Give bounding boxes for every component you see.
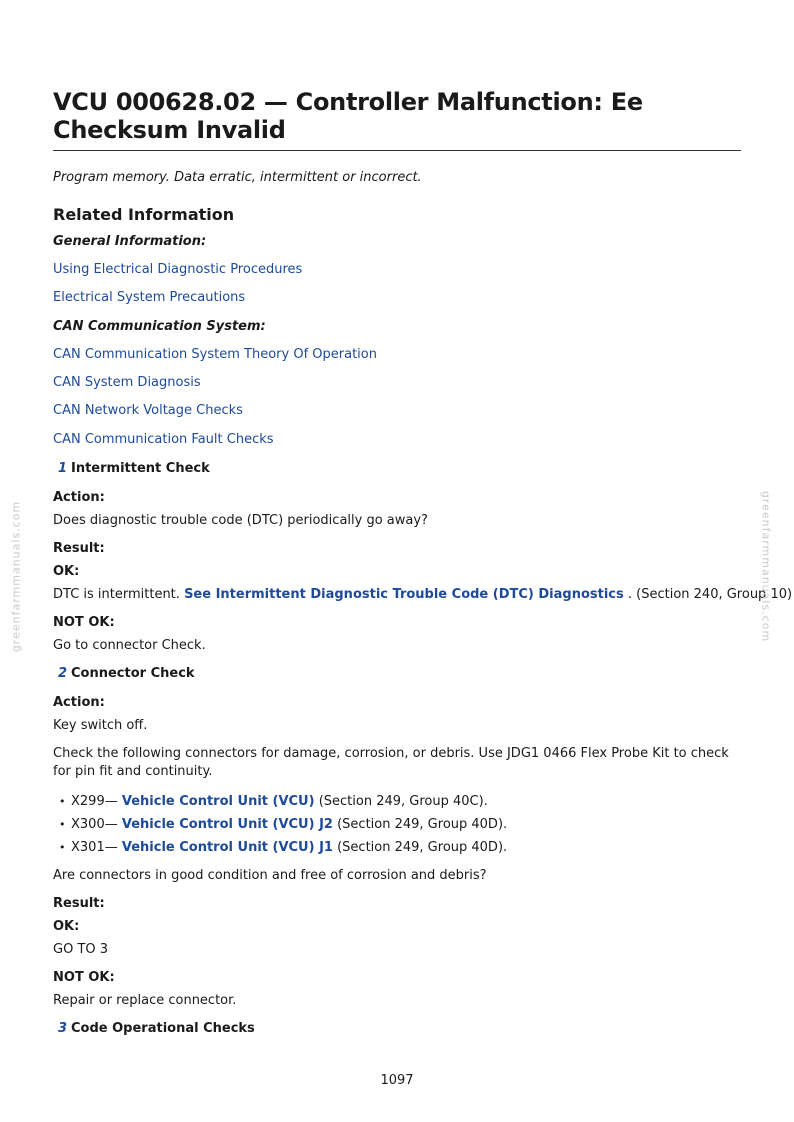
step-2-question: Are connectors in good condition and free of corrosion and debris? (53, 868, 487, 883)
general-info-label: General Information: (53, 234, 207, 249)
bullet-icon: • (59, 795, 66, 808)
link-can-communication-fault-checks[interactable]: CAN Communication Fault Checks (53, 432, 274, 447)
step-2-ok-text: GO TO 3 (53, 942, 109, 957)
step-1-result-label: Result: (53, 541, 105, 556)
step-number: 2 (57, 666, 67, 681)
link-can-network-voltage-checks[interactable]: CAN Network Voltage Checks (53, 403, 243, 418)
connector-id: X300— (71, 817, 122, 832)
related-info-heading: Related Information (53, 205, 235, 224)
link-intermittent-dtc-diagnostics[interactable]: See Intermittent Diagnostic Trouble Code (DTC) Diagnostics (184, 587, 624, 602)
step-number: 3 (57, 1021, 67, 1036)
step-1-heading (53, 460, 210, 478)
step-1-ok-text (53, 586, 792, 604)
link-using-electrical-diagnostic-procedures[interactable]: Using Electrical Diagnostic Procedures (53, 262, 303, 277)
step-1-ok-label: OK: (53, 564, 80, 579)
step-2-ok-label: OK: (53, 919, 80, 934)
connector-id: X299— (71, 794, 122, 809)
page-title: VCU 000628.02 — Controller Malfunction: Ee Checksum Invalid (53, 88, 643, 144)
ok-text-pre: DTC is intermittent. (53, 587, 185, 602)
step-2-notok-text: Repair or replace connector. (53, 993, 237, 1008)
bullet-icon: • (59, 818, 66, 831)
link-can-system-diagnosis[interactable]: CAN System Diagnosis (53, 375, 201, 390)
step-2-heading (53, 665, 195, 683)
step-1-notok-label: NOT OK: (53, 615, 115, 630)
step-title: Intermittent Check (71, 461, 210, 476)
list-item (59, 793, 488, 811)
ok-text-post: . (Section 240, Group 10) (623, 587, 793, 602)
list-item (59, 839, 507, 857)
step-1-action-text: Does diagnostic trouble code (DTC) periodically go away? (53, 513, 428, 528)
watermark-right: greenfarmmanuals.com (759, 490, 773, 643)
connector-ref: (Section 249, Group 40D). (332, 817, 508, 832)
page-number: 1097 (380, 1073, 414, 1088)
step-1-notok-text: Go to connector Check. (53, 638, 206, 653)
title-divider (53, 150, 741, 151)
connector-ref: (Section 249, Group 40D). (332, 840, 508, 855)
link-vcu-j1[interactable]: Vehicle Control Unit (VCU) J1 (121, 840, 333, 855)
step-2-action-text-2: Check the following connectors for damage, corrosion, or debris. Use JDG1 0466 Flex Probe Kit to check for pin fit and continuity. (53, 746, 729, 779)
step-2-action-label: Action: (53, 695, 105, 710)
step-3-heading (53, 1020, 255, 1038)
link-vcu[interactable]: Vehicle Control Unit (VCU) (121, 794, 315, 809)
link-vcu-j2[interactable]: Vehicle Control Unit (VCU) J2 (121, 817, 333, 832)
link-can-theory-of-operation[interactable]: CAN Communication System Theory Of Operation (53, 347, 377, 362)
step-2-result-label: Result: (53, 896, 105, 911)
can-system-label: CAN Communication System: (53, 319, 266, 334)
step-title: Code Operational Checks (71, 1021, 255, 1036)
step-number: 1 (57, 461, 67, 476)
step-title: Connector Check (71, 666, 195, 681)
subtitle: Program memory. Data erratic, intermittent or incorrect. (53, 170, 422, 185)
watermark-left: greenfarmmanuals.com (9, 500, 23, 653)
step-1-action-label: Action: (53, 490, 105, 505)
step-2-notok-label: NOT OK: (53, 970, 115, 985)
step-2-action-text: Key switch off. (53, 718, 148, 733)
list-item (59, 816, 507, 834)
connector-id: X301— (71, 840, 122, 855)
bullet-icon: • (59, 841, 66, 854)
link-electrical-system-precautions[interactable]: Electrical System Precautions (53, 290, 246, 305)
connector-ref: (Section 249, Group 40C). (314, 794, 488, 809)
